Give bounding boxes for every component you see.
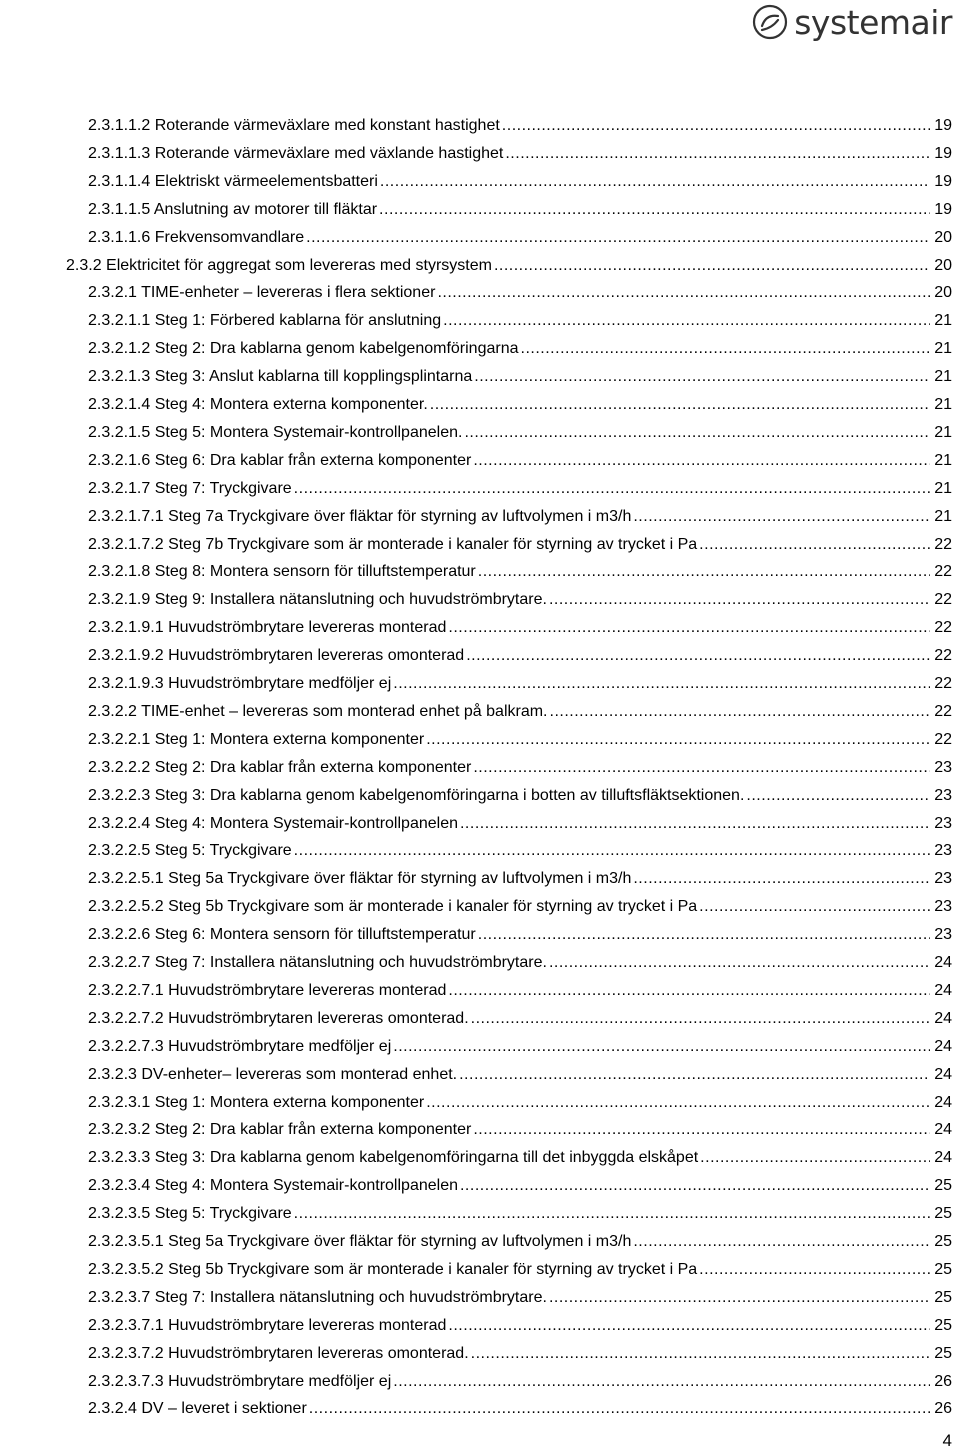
toc-entry-page: 19 — [934, 172, 952, 190]
toc-entry[interactable] — [88, 1257, 952, 1283]
toc-leader-dots — [471, 1341, 930, 1367]
toc-entry[interactable] — [88, 1117, 952, 1143]
toc-entry-page: 20 — [934, 228, 952, 246]
toc-leader-dots — [306, 225, 930, 251]
toc-entry[interactable] — [88, 1145, 952, 1171]
toc-entry[interactable] — [88, 1396, 952, 1422]
toc-entry[interactable] — [88, 197, 952, 223]
toc-leader-dots — [426, 727, 930, 753]
toc-entry-page: 25 — [934, 1177, 952, 1195]
toc-leader-dots — [459, 1062, 930, 1088]
toc-entry-label: 2.3.2.2.6 Steg 6: Montera sensorn för tilluftstemperatur — [88, 926, 476, 944]
toc-entry[interactable] — [88, 755, 952, 781]
toc-entry-label: 2.3.2.1.8 Steg 8: Montera sensorn för tilluftstemperatur — [88, 563, 476, 581]
toc-entry[interactable] — [88, 141, 952, 167]
toc-leader-dots — [471, 1006, 930, 1032]
toc-entry-page: 24 — [934, 1009, 952, 1027]
toc-entry-label: 2.3.2.1.5 Steg 5: Montera Systemair-kontrollpanelen. — [88, 423, 463, 441]
toc-leader-dots — [699, 532, 930, 558]
toc-entry-label: 2.3.1.1.2 Roterande värmeväxlare med konstant hastighet — [88, 117, 500, 134]
toc-leader-dots — [633, 504, 930, 530]
toc-entry-page: 19 — [934, 117, 952, 134]
toc-entry[interactable] — [88, 1006, 952, 1032]
toc-entry-label: 2.3.2.1 TIME-enheter – levereras i flera sektioner — [88, 284, 436, 302]
toc-entry-label: 2.3.1.1.6 Frekvensomvandlare — [88, 228, 305, 246]
toc-leader-dots — [473, 448, 930, 474]
toc-entry-label: 2.3.2.3.3 Steg 3: Dra kablarna genom kabelgenomföringarna till det inbyggda elskåpet — [88, 1149, 699, 1167]
toc-leader-dots — [294, 838, 930, 864]
toc-entry[interactable] — [88, 532, 952, 558]
toc-leader-dots — [379, 197, 930, 223]
toc-entry-label: 2.3.2.2.5 Steg 5: Tryckgivare — [88, 842, 292, 860]
toc-entry-label: 2.3.2.1.7.1 Steg 7a Tryckgivare över fläktar för styrning av luftvolymen i m3/h — [88, 507, 632, 525]
toc-entry-page: 24 — [934, 1093, 952, 1111]
toc-entry-page: 22 — [934, 591, 952, 609]
toc-entry[interactable] — [88, 699, 952, 725]
toc-leader-dots — [437, 280, 930, 306]
toc-leader-dots — [478, 922, 930, 948]
toc-entry-page: 25 — [934, 1316, 952, 1334]
toc-entry-label: 2.3.2.1.3 Steg 3: Anslut kablarna till kopplingsplintarna — [88, 368, 473, 386]
toc-entry-page: 21 — [934, 340, 952, 358]
toc-entry[interactable] — [88, 922, 952, 948]
toc-leader-dots — [460, 811, 930, 837]
toc-entry-page: 22 — [934, 535, 952, 553]
toc-entry[interactable] — [88, 1313, 952, 1339]
toc-entry-page: 21 — [934, 368, 952, 386]
toc-entry[interactable] — [88, 1369, 952, 1395]
toc-leader-dots — [473, 1117, 930, 1143]
toc-leader-dots — [633, 1229, 930, 1255]
toc-entry-page: 24 — [934, 1121, 952, 1139]
toc-leader-dots — [443, 308, 930, 334]
toc-entry-page: 22 — [934, 702, 952, 720]
toc-entry-page: 23 — [934, 898, 952, 916]
toc-entry-label: 2.3.2.2.7.1 Huvudströmbrytare levereras monterad — [88, 981, 447, 999]
toc-entry-label: 2.3.2.2.5.2 Steg 5b Tryckgivare som är monterade i kanaler för styrning av trycket i Pa — [88, 898, 698, 916]
toc-entry[interactable] — [88, 894, 952, 920]
toc-entry[interactable] — [88, 643, 952, 669]
toc-entry-label: 2.3.2 Elektricitet för aggregat som levereras med styrsystem — [66, 256, 492, 274]
toc-entry[interactable] — [88, 1173, 952, 1199]
toc-entry-label: 2.3.2.1.9.1 Huvudströmbrytare levereras monterad — [88, 619, 447, 637]
toc-entry-page: 26 — [934, 1400, 952, 1418]
toc-entry-label: 2.3.2.1.1 Steg 1: Förbered kablarna för anslutning — [88, 312, 442, 330]
toc-entry-page: 23 — [934, 926, 952, 944]
toc-entry-label: 2.3.2.1.7 Steg 7: Tryckgivare — [88, 479, 292, 497]
toc-leader-dots — [549, 1285, 930, 1311]
toc-entry[interactable] — [88, 1062, 952, 1088]
toc-entry[interactable] — [88, 420, 952, 446]
toc-entry[interactable] — [88, 225, 952, 251]
toc-entry-label: 2.3.2.1.9 Steg 9: Installera nätanslutning och huvudströmbrytare. — [88, 591, 547, 609]
toc-entry-label: 2.3.2.3.7.1 Huvudströmbrytare levereras monterad — [88, 1316, 447, 1334]
toc-entry-label: 2.3.2.3.5.1 Steg 5a Tryckgivare över fläktar för styrning av luftvolymen i m3/h — [88, 1233, 632, 1250]
toc-entry-label: 2.3.2.3.7.2 Huvudströmbrytaren levereras omonterad. — [88, 1344, 469, 1362]
toc-leader-dots — [494, 253, 930, 279]
toc-entry-page: 25 — [934, 1205, 952, 1223]
toc-entry[interactable] — [88, 671, 952, 697]
toc-entry-label: 2.3.2.2.5.1 Steg 5a Tryckgivare över fläktar för styrning av luftvolymen i m3/h — [88, 870, 632, 888]
toc-entry-label: 2.3.2.3.7.3 Huvudströmbrytare medföljer ej — [88, 1372, 392, 1390]
toc-leader-dots — [633, 866, 930, 892]
toc-entry-page: 22 — [934, 730, 952, 748]
toc-entry[interactable] — [88, 476, 952, 502]
toc-entry-page: 24 — [934, 981, 952, 999]
toc-entry-page: 22 — [934, 675, 952, 692]
toc-entry[interactable] — [88, 1341, 952, 1367]
toc-entry-label: 2.3.2.2.3 Steg 3: Dra kablarna genom kabelgenomföringarna i botten av tilluftsfläktsektionen. — [88, 786, 745, 804]
toc-entry[interactable] — [88, 1034, 952, 1060]
page-number: 4 — [942, 1431, 952, 1450]
toc-leader-dots — [393, 671, 930, 697]
toc-leader-dots — [460, 1173, 930, 1199]
toc-entry-page: 21 — [934, 451, 952, 469]
toc-entry[interactable] — [88, 280, 952, 306]
toc-entry-label: 2.3.2.4 DV – leveret i sektioner — [88, 1400, 307, 1418]
toc-entry-page: 23 — [934, 786, 952, 804]
toc-entry-page: 20 — [934, 256, 952, 274]
toc-leader-dots — [309, 1396, 930, 1422]
toc-entry[interactable] — [88, 113, 952, 139]
toc-entry-page: 25 — [934, 1344, 952, 1362]
toc-leader-dots — [746, 783, 930, 809]
toc-entry-page: 23 — [934, 842, 952, 860]
toc-entry[interactable] — [88, 504, 952, 530]
toc-entry-label: 2.3.2.2.4 Steg 4: Montera Systemair-kontrollpanelen — [88, 814, 458, 832]
toc-leader-dots — [474, 364, 930, 390]
toc-leader-dots — [473, 755, 930, 781]
toc-leader-dots — [393, 1034, 930, 1060]
toc-leader-dots — [502, 113, 930, 139]
toc-entry[interactable] — [88, 1229, 952, 1255]
toc-entry[interactable] — [88, 559, 952, 585]
toc-entry-label: 2.3.2.2.7.3 Huvudströmbrytare medföljer ej — [88, 1037, 392, 1055]
toc-leader-dots — [549, 587, 930, 613]
toc-entry-page: 21 — [934, 507, 952, 525]
toc-entry[interactable] — [88, 364, 952, 390]
toc-leader-dots — [294, 476, 930, 502]
toc-entry-label: 2.3.2.3.5.2 Steg 5b Tryckgivare som är monterade i kanaler för styrning av trycket i Pa — [88, 1260, 698, 1278]
toc-entry-label: 2.3.2.3.5 Steg 5: Tryckgivare — [88, 1205, 292, 1223]
toc-entry[interactable] — [88, 950, 952, 976]
toc-leader-dots — [393, 1369, 930, 1395]
toc-entry-label: 2.3.2.1.9.2 Huvudströmbrytaren levereras omonterad — [88, 647, 465, 665]
toc-entry-label: 2.3.2.2 TIME-enhet – levereras som monterad enhet på balkram. — [88, 702, 548, 720]
toc-entry[interactable] — [88, 169, 952, 195]
toc-entry-page: 19 — [934, 200, 952, 218]
toc-entry[interactable] — [88, 727, 952, 753]
toc-entry-page: 21 — [934, 312, 952, 330]
toc-entry-label: 2.3.2.2.7 Steg 7: Installera nätanslutning och huvudströmbrytare. — [88, 954, 547, 971]
toc-entry-label: 2.3.1.1.4 Elektriskt värmeelementsbatteri — [88, 172, 378, 190]
toc-entry[interactable] — [88, 615, 952, 641]
brand-name: systemair — [794, 2, 952, 42]
toc-entry-page: 23 — [934, 870, 952, 888]
toc-entry-page: 25 — [934, 1233, 952, 1250]
toc-entry-page: 24 — [934, 954, 952, 971]
toc-leader-dots — [466, 643, 930, 669]
toc-leader-dots — [699, 894, 930, 920]
toc-entry[interactable] — [88, 1201, 952, 1227]
toc-entry-label: 2.3.2.1.6 Steg 6: Dra kablar från externa komponenter — [88, 451, 472, 469]
toc-entry-page: 21 — [934, 396, 952, 413]
toc-entry[interactable] — [88, 783, 952, 809]
toc-leader-dots — [699, 1257, 930, 1283]
toc-leader-dots — [430, 392, 930, 418]
toc-entry-label: 2.3.2.3.1 Steg 1: Montera externa komponenter — [88, 1093, 425, 1111]
toc-leader-dots — [549, 950, 930, 976]
toc-entry-label: 2.3.2.2.7.2 Huvudströmbrytaren levereras omonterad. — [88, 1009, 469, 1027]
toc-entry-page: 23 — [934, 758, 952, 776]
toc-entry-page: 20 — [934, 284, 952, 302]
toc-entry-page: 21 — [934, 479, 952, 497]
toc-entry-page: 22 — [934, 647, 952, 665]
toc-entry[interactable] — [88, 308, 952, 334]
toc-leader-dots — [464, 420, 930, 446]
toc-leader-dots — [478, 559, 930, 585]
toc-entry-page: 24 — [934, 1149, 952, 1167]
toc-entry-label: 2.3.2.3 DV-enheter– levereras som monterad enhet. — [88, 1065, 458, 1083]
toc-leader-dots — [448, 978, 930, 1004]
toc-entry-page: 24 — [934, 1037, 952, 1055]
toc-entry-page: 22 — [934, 563, 952, 581]
toc-entry[interactable] — [88, 838, 952, 864]
toc-entry-label: 2.3.2.1.9.3 Huvudströmbrytare medföljer ej — [88, 675, 392, 692]
toc-entry-label: 2.3.2.1.7.2 Steg 7b Tryckgivare som är monterade i kanaler för styrning av trycket i Pa — [88, 535, 698, 553]
toc-entry-page: 22 — [934, 619, 952, 637]
toc-entry-label: 2.3.2.3.7 Steg 7: Installera nätanslutning och huvudströmbrytare. — [88, 1288, 547, 1306]
toc-entry[interactable] — [88, 866, 952, 892]
toc-leader-dots — [294, 1201, 930, 1227]
toc-entry-page: 25 — [934, 1288, 952, 1306]
toc-entry[interactable] — [88, 978, 952, 1004]
toc-entry-page: 19 — [934, 144, 952, 162]
toc-entry-page: 26 — [934, 1372, 952, 1390]
toc-entry-label: 2.3.2.1.2 Steg 2: Dra kablarna genom kabelgenomföringarna — [88, 340, 519, 358]
toc-entry-page: 25 — [934, 1260, 952, 1278]
toc-entry[interactable] — [88, 448, 952, 474]
toc-entry-page: 24 — [934, 1065, 952, 1083]
toc-leader-dots — [550, 699, 931, 725]
toc-leader-dots — [505, 141, 930, 167]
toc-entry-label: 2.3.2.3.2 Steg 2: Dra kablar från externa komponenter — [88, 1121, 472, 1139]
toc-entry[interactable] — [88, 1090, 952, 1116]
toc-leader-dots — [448, 615, 930, 641]
toc-leader-dots — [380, 169, 930, 195]
toc-entry-label: 2.3.1.1.5 Anslutning av motorer till fläktar — [88, 200, 378, 218]
toc-entry-label: 2.3.2.2.1 Steg 1: Montera externa komponenter — [88, 730, 425, 748]
toc-entry-label: 2.3.2.1.4 Steg 4: Montera externa komponenter. — [88, 396, 428, 413]
toc-entry[interactable] — [88, 811, 952, 837]
toc-entry[interactable] — [88, 1285, 952, 1311]
toc-leader-dots — [448, 1313, 930, 1339]
toc-entry[interactable] — [88, 392, 952, 418]
toc-entry-label: 2.3.1.1.3 Roterande värmeväxlare med växlande hastighet — [88, 144, 504, 162]
toc-entry[interactable] — [88, 587, 952, 613]
toc-entry-page: 23 — [934, 814, 952, 832]
systemair-logo-icon — [752, 4, 788, 40]
toc-leader-dots — [521, 336, 931, 362]
toc-leader-dots — [700, 1145, 930, 1171]
toc-entry-label: 2.3.2.2.2 Steg 2: Dra kablar från externa komponenter — [88, 758, 472, 776]
toc-entry[interactable] — [66, 253, 952, 279]
toc-entry[interactable] — [88, 336, 952, 362]
brand-logo — [752, 2, 952, 42]
toc-entry-page: 21 — [934, 423, 952, 441]
toc-leader-dots — [426, 1090, 930, 1116]
toc-entry-label: 2.3.2.3.4 Steg 4: Montera Systemair-kontrollpanelen — [88, 1177, 458, 1195]
